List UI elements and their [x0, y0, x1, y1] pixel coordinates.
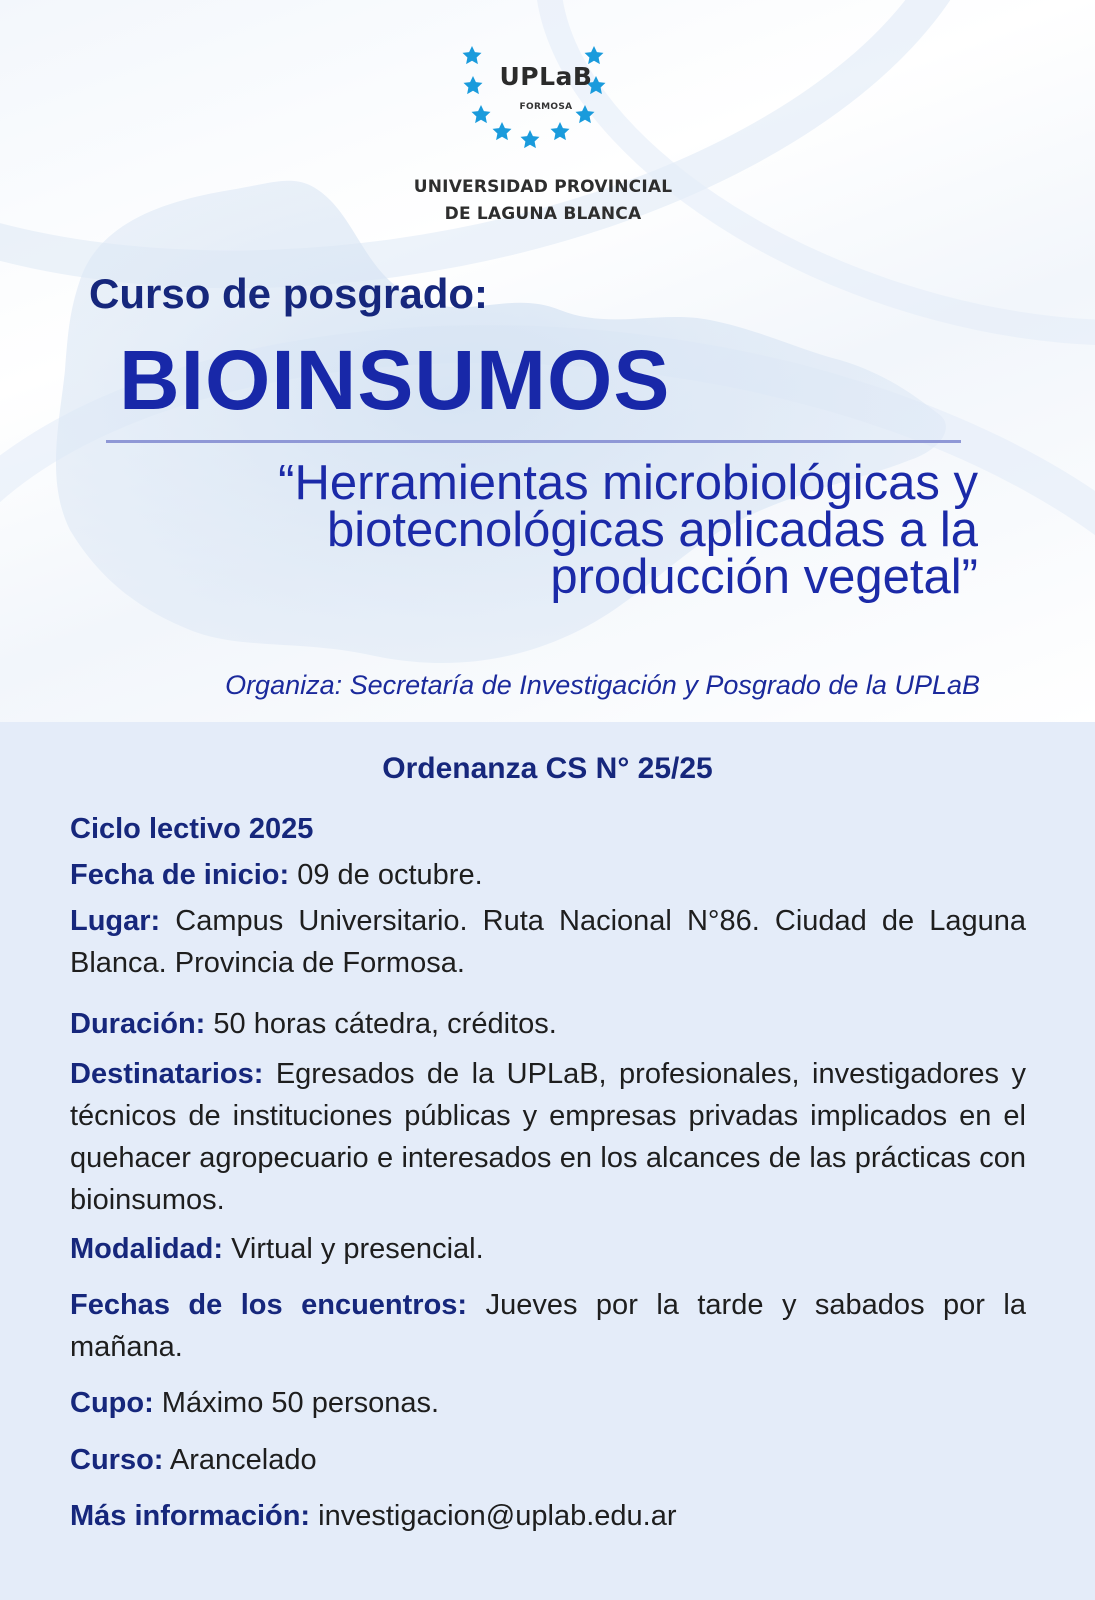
cupo-label: Cupo: [70, 1387, 154, 1419]
fecha-value: 09 de octubre. [289, 859, 483, 891]
logo-brand: UPLaB [499, 62, 593, 91]
info-cupo [70, 1382, 439, 1424]
mas-info-label: Más información: [70, 1500, 311, 1532]
logo-subtitle: FORMOSA [519, 102, 573, 112]
course-subtitle [150, 456, 978, 604]
info-lugar [70, 900, 1026, 984]
duracion-value: 50 horas cátedra, créditos. [205, 1008, 557, 1040]
encuentros-value: Jueves por la tarde y sabados por la mañana. [70, 1289, 1027, 1363]
encuentros-label: Fechas de los encuentros: [70, 1289, 468, 1321]
modalidad-label: Modalidad: [70, 1233, 224, 1265]
uplab-logo [462, 44, 630, 162]
destinatarios-value: Egresados de la UPLaB, profesionales, investigadores y técnicos de instituciones públicas y empresas privadas implicados en el quehacer agropecuario e interesados en los alcances de las prácticas con bioinsumos. [70, 1058, 1026, 1216]
info-duracion [70, 1003, 557, 1045]
info-curso [70, 1439, 317, 1481]
info-modalidad [70, 1228, 484, 1270]
subtitle-line1: “Herramientas microbiológicas y [278, 456, 978, 510]
info-destinatarios [70, 1053, 1026, 1221]
destinatarios-label: Destinatarios: [70, 1058, 264, 1090]
duracion-label: Duración: [70, 1008, 206, 1040]
info-ciclo [70, 808, 313, 850]
subtitle-line3: producción vegetal” [550, 550, 978, 604]
cupo-value: Máximo 50 personas. [153, 1387, 440, 1419]
info-contacto [70, 1495, 677, 1537]
ordinance-number: Ordenanza CS N° 25/25 [382, 752, 713, 785]
contact-email[interactable]: investigacion@uplab.edu.ar [310, 1500, 677, 1532]
organizer-text: Organiza: Secretaría de Investigación y Posgrado de la UPLaB [225, 670, 980, 700]
university-name [380, 174, 706, 228]
ciclo-label: Ciclo lectivo 2025 [70, 813, 314, 845]
subtitle-line2: biotecnológicas aplicadas a la [326, 503, 978, 557]
curso-label: Curso: [70, 1444, 164, 1476]
info-encuentros [70, 1284, 1026, 1368]
lugar-value: Campus Universitario. Ruta Nacional N°86. Ciudad de Laguna Blanca. Provincia de Formosa. [70, 905, 1026, 979]
hero-section [0, 0, 1095, 722]
star-icon [521, 130, 540, 148]
info-fecha [70, 854, 483, 896]
curso-value: Arancelado [163, 1444, 317, 1476]
star-icon [493, 122, 512, 140]
modalidad-value: Virtual y presencial. [223, 1233, 484, 1265]
university-name-line2: DE LAGUNA BLANCA [444, 204, 642, 224]
course-label: Curso de posgrado: [89, 270, 489, 317]
course-title: BIOINSUMOS [119, 333, 671, 427]
university-name-line1: UNIVERSIDAD PROVINCIAL [413, 177, 673, 197]
star-icon [551, 122, 570, 140]
info-panel [0, 722, 1095, 1600]
lugar-label: Lugar: [70, 905, 161, 937]
title-divider [106, 440, 961, 443]
fecha-label: Fecha de inicio: [70, 859, 290, 891]
